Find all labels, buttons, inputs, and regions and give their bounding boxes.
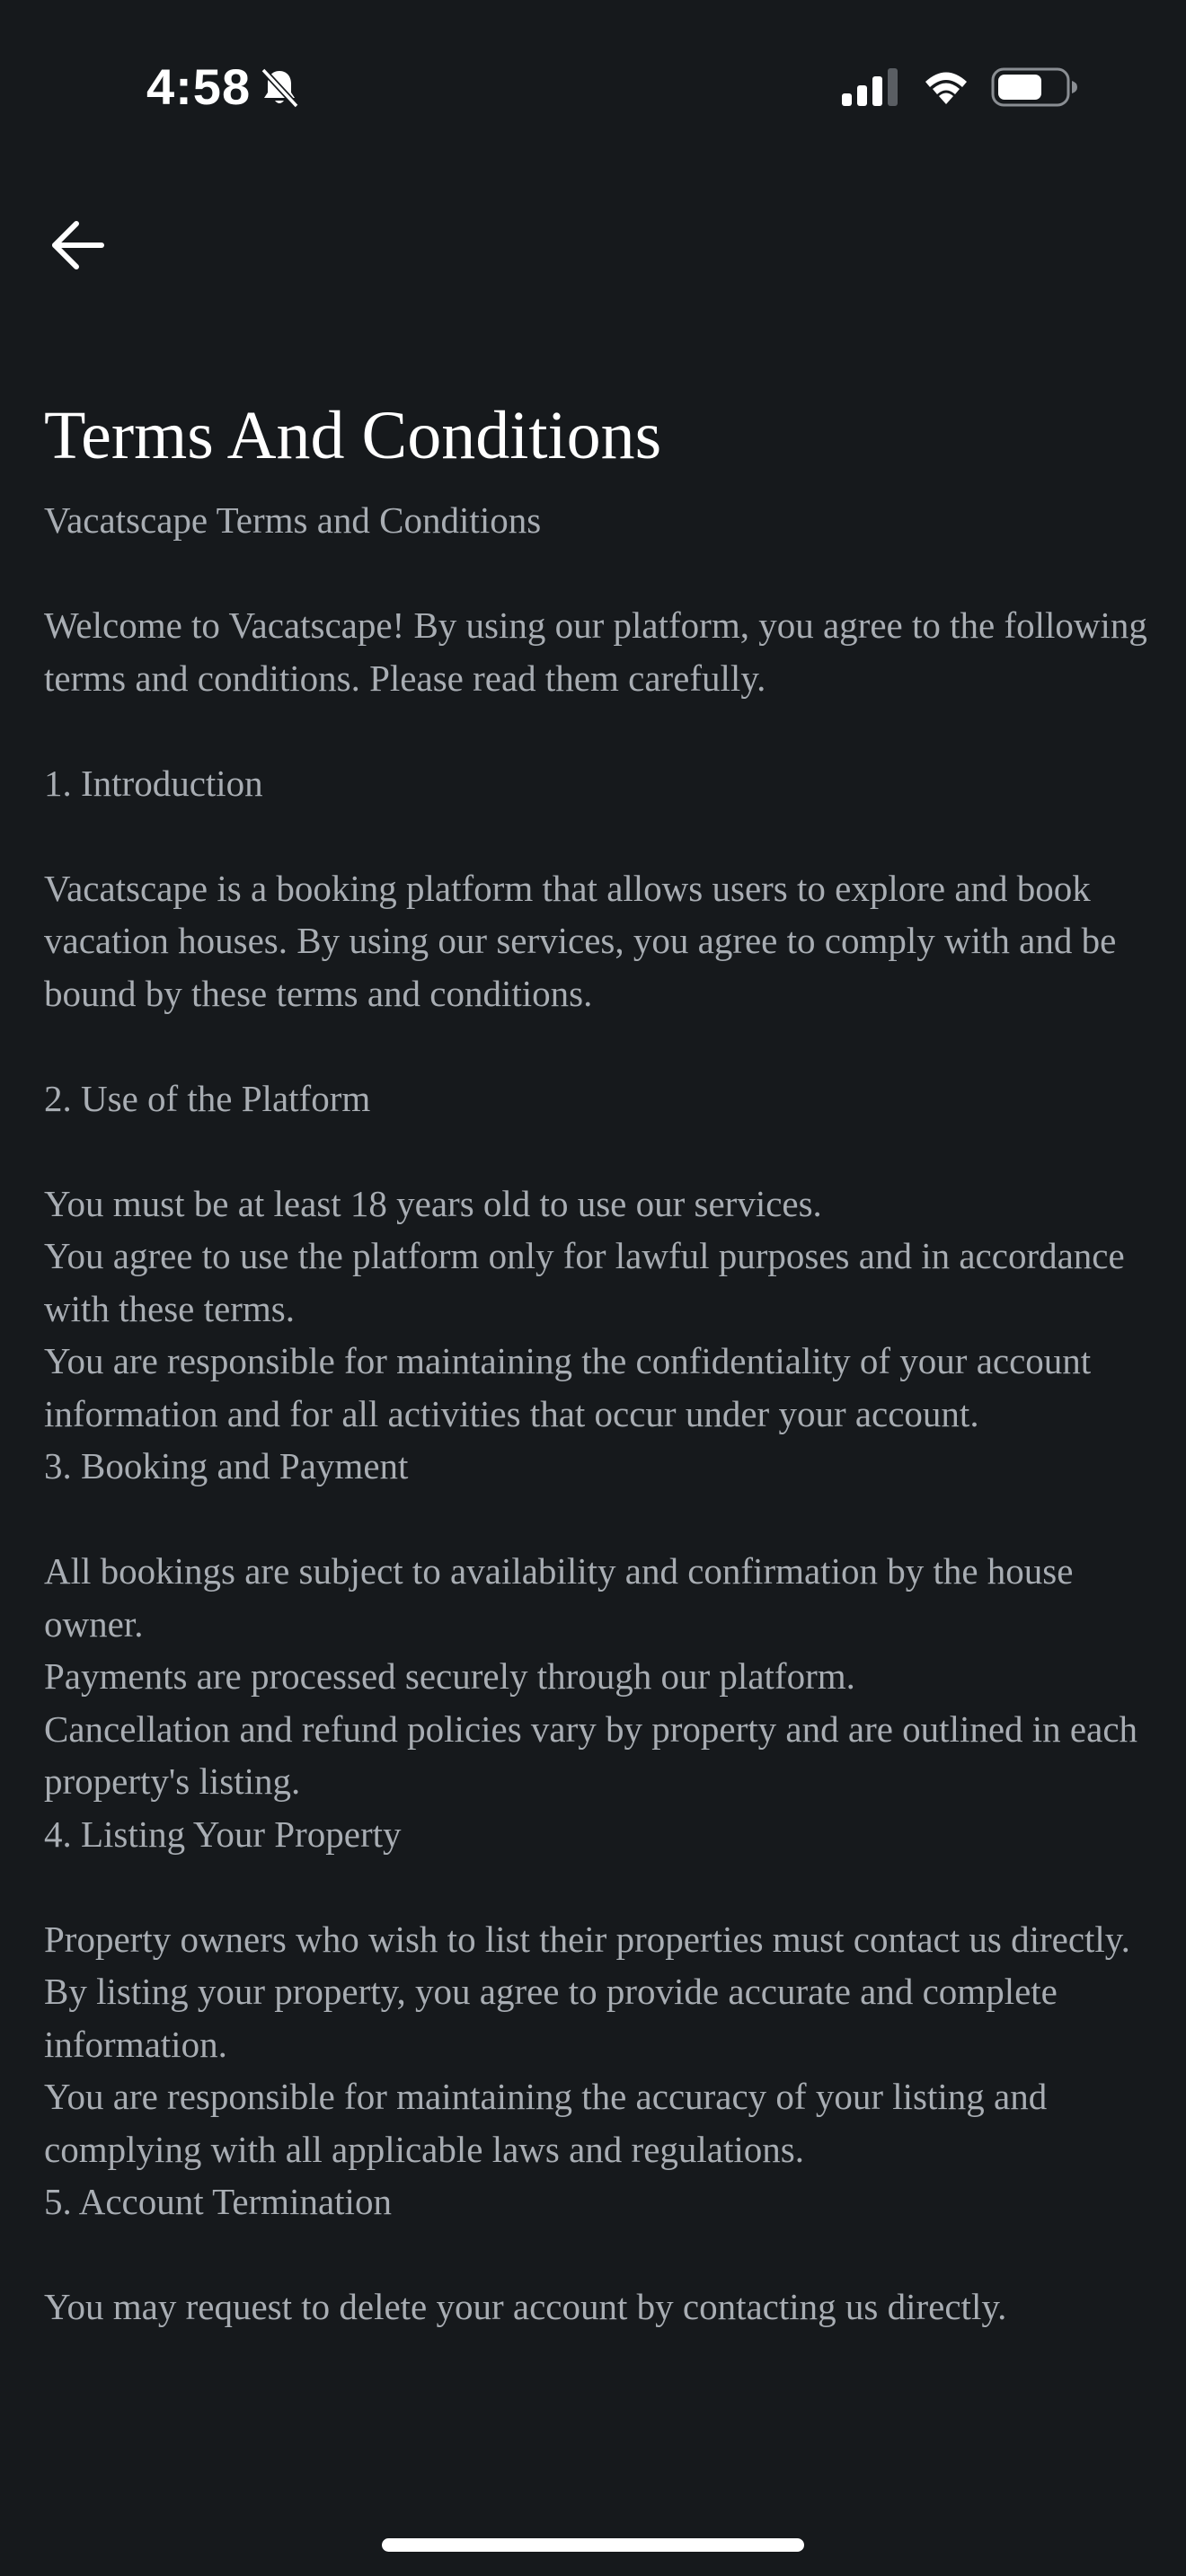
- paragraph-spacer: [44, 547, 1149, 600]
- terms-paragraph: 3. Booking and Payment: [44, 1445, 409, 1486]
- page-title: Terms And Conditions: [44, 398, 662, 473]
- terms-paragraph: 5. Account Termination: [44, 2181, 392, 2222]
- paragraph-spacer: [44, 704, 1149, 757]
- terms-paragraph: You are responsible for maintaining the confidentiality of your account information and for all activities that occur under your account.: [44, 1340, 1101, 1434]
- paragraph-spacer: [44, 809, 1149, 862]
- terms-content[interactable]: [44, 386, 1157, 2479]
- terms-paragraph: By listing your property, you agree to provide accurate and complete information.: [44, 1971, 1067, 2065]
- terms-paragraph: 4. Listing Your Property: [44, 1813, 402, 1855]
- terms-paragraph: 2. Use of the Platform: [44, 1077, 371, 1119]
- status-bar: [0, 0, 1186, 171]
- terms-paragraph: You must be at least 18 years old to use our services.: [44, 1182, 822, 1224]
- home-indicator[interactable]: [382, 2538, 804, 2552]
- terms-paragraph: Vacatscape Terms and Conditions: [44, 499, 542, 541]
- wifi-icon: [918, 65, 974, 108]
- terms-paragraph: All bookings are subject to availability and confirmation by the house owner.: [44, 1550, 1083, 1645]
- paragraph-spacer: [44, 1019, 1149, 1072]
- paragraph-spacer: [44, 1493, 1149, 1546]
- terms-body: [44, 494, 1157, 2333]
- terms-paragraph: You may request to delete your account by contacting us directly.: [44, 2286, 1007, 2327]
- terms-paragraph: Vacatscape is a booking platform that allows users to explore and book vacation houses. By using our services, you agree to comply with and be bound by these terms and conditions.: [44, 867, 1126, 1014]
- battery-icon: [991, 66, 1079, 108]
- arrow-left-icon: [48, 218, 105, 272]
- cellular-signal-icon: [840, 66, 901, 108]
- terms-paragraph: You agree to use the platform only for lawful purposes and in accordance with these terms.: [44, 1235, 1134, 1329]
- terms-paragraph: Payments are processed securely through our platform.: [44, 1655, 855, 1697]
- paragraph-spacer: [44, 2228, 1149, 2281]
- terms-paragraph: 1. Introduction: [44, 762, 263, 804]
- paragraph-spacer: [44, 1125, 1149, 1178]
- back-button[interactable]: [36, 205, 117, 286]
- terms-paragraph: You are responsible for maintaining the accuracy of your listing and complying with all applicable laws and regulations.: [44, 2076, 1057, 2170]
- terms-paragraph: Welcome to Vacatscape! By using our platform, you agree to the following terms and conditions. Please read them carefully.: [44, 604, 1157, 699]
- terms-paragraph: Property owners who wish to list their properties must contact us directly.: [44, 1918, 1130, 1960]
- terms-paragraph: Cancellation and refund policies vary by property and are outlined in each property's listing.: [44, 1707, 1147, 1802]
- status-time: 4:58: [146, 58, 252, 115]
- bell-slash-icon: [257, 66, 302, 110]
- paragraph-spacer: [44, 1860, 1149, 1913]
